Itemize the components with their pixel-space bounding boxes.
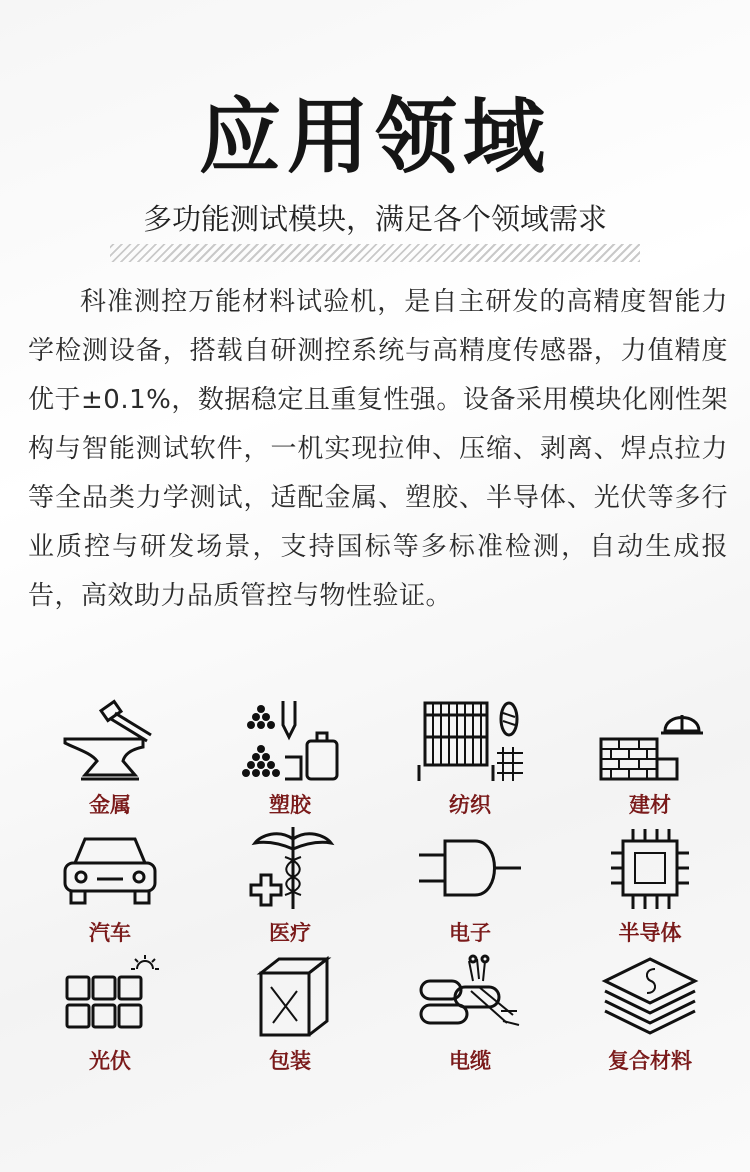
description-paragraph: 科准测控万能材料试验机，是自主研发的高精度智能力学检测设备，搭载自研测控系统与高精度传感器，力值精度优于±0.1%，数据稳定且重复性强。设备采用模块化刚性架构与智能测试软件，一机实现拉伸、压缩、剥离、焊点拉力等全品类力学测试，适配金属、塑胶、半导体、光伏等多行业质控与研发场景，支持国标等多标准检测，自动生成报告，高效助力品质管控与物性验证。 <box>28 287 728 611</box>
field-packaging <box>200 951 380 1079</box>
field-medical <box>200 823 380 951</box>
field-textile <box>380 695 560 823</box>
cable-icon <box>411 951 529 1043</box>
hatch-divider <box>110 244 640 262</box>
field-label: 纺织 <box>449 793 491 817</box>
field-photovoltaic <box>20 951 200 1079</box>
field-label: 汽车 <box>89 921 131 945</box>
caduceus-icon <box>231 823 349 915</box>
field-semiconductor <box>560 823 740 951</box>
field-cable <box>380 951 560 1079</box>
field-plastic <box>200 695 380 823</box>
solar-panel-icon <box>51 951 169 1043</box>
box-icon <box>231 951 349 1043</box>
car-icon <box>51 823 169 915</box>
field-electronics <box>380 823 560 951</box>
field-label: 包装 <box>269 1049 311 1073</box>
chip-icon <box>591 823 709 915</box>
field-label: 医疗 <box>269 921 311 945</box>
field-label: 光伏 <box>89 1049 131 1073</box>
field-auto <box>20 823 200 951</box>
field-label: 电缆 <box>449 1049 491 1073</box>
field-label: 金属 <box>89 793 131 817</box>
application-grid <box>20 695 740 1079</box>
layers-icon <box>591 951 709 1043</box>
field-label: 电子 <box>449 921 491 945</box>
field-metal <box>20 695 200 823</box>
page-subtitle: 多功能测试模块，满足各个领域需求 <box>142 202 607 236</box>
brick-helmet-icon <box>591 695 709 787</box>
field-label: 复合材料 <box>608 1049 692 1073</box>
page-title: 应用领域 <box>198 90 551 185</box>
field-label: 塑胶 <box>269 793 311 817</box>
logic-gate-icon <box>411 823 529 915</box>
plastic-pellets-icon <box>231 695 349 787</box>
field-label: 半导体 <box>618 921 682 945</box>
field-composite <box>560 951 740 1079</box>
anvil-hammer-icon <box>51 695 169 787</box>
field-building <box>560 695 740 823</box>
loom-thread-icon <box>411 695 529 787</box>
field-label: 建材 <box>629 793 671 817</box>
